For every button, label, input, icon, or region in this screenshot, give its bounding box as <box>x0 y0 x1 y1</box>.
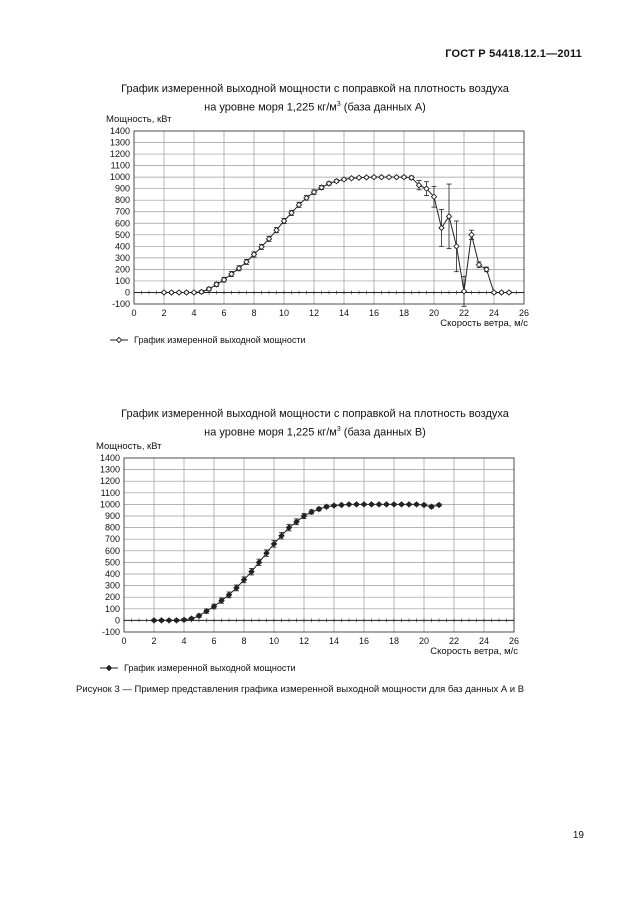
y-tick-label: 500 <box>104 557 120 568</box>
y-tick-label: 300 <box>104 580 120 591</box>
y-tick-label: 200 <box>104 592 120 603</box>
chart-a-title-line1: График измеренной выходной мощности с поправкой на плотность воздуха <box>121 83 509 95</box>
y-tick-label: 600 <box>104 545 120 556</box>
data-point <box>369 502 374 507</box>
data-point <box>159 618 164 623</box>
x-tick-label: 20 <box>428 308 440 318</box>
y-tick-label: 0 <box>124 287 130 298</box>
x-tick-label: 8 <box>241 636 247 646</box>
x-tick-label: 14 <box>328 636 340 646</box>
x-tick-label: 22 <box>458 308 470 318</box>
x-tick-label: 2 <box>151 636 157 646</box>
x-tick-label: 12 <box>308 308 320 318</box>
y-tick-label: 100 <box>104 603 120 614</box>
legend-label: График измеренной выходной мощности <box>124 663 296 673</box>
y-tick-label: 1400 <box>99 453 120 463</box>
x-tick-label: 16 <box>368 308 380 318</box>
y-tick-label: 1200 <box>109 149 130 160</box>
x-tick-label: 20 <box>418 636 430 646</box>
data-point <box>346 502 351 507</box>
y-tick-label: 1100 <box>100 487 120 498</box>
document-id: ГОСТ Р 54418.12.1—2011 <box>445 48 582 60</box>
x-tick-label: 24 <box>488 308 500 318</box>
y-tick-label: 800 <box>114 195 130 206</box>
data-point <box>324 504 329 509</box>
y-tick-label: 0 <box>114 615 120 626</box>
x-tick-label: 12 <box>298 636 310 646</box>
y-axis-label: Мощность, кВт <box>106 114 172 125</box>
x-tick-label: 18 <box>398 308 410 318</box>
data-point <box>339 502 344 507</box>
y-tick-label: 100 <box>114 275 130 286</box>
x-tick-label: 0 <box>121 636 127 646</box>
y-tick-label: 700 <box>104 534 120 545</box>
x-tick-label: 22 <box>448 636 460 646</box>
y-tick-label: 500 <box>114 229 130 240</box>
y-tick-label: 400 <box>104 569 120 579</box>
x-tick-label: 4 <box>191 308 197 318</box>
y-tick-label: 1300 <box>109 137 130 148</box>
chart-b-title-line2: на уровне моря 1,225 $кг/м^3$ (база данных В) <box>204 426 426 439</box>
y-tick-label: 1200 <box>99 476 120 487</box>
x-tick-label: 6 <box>221 308 227 318</box>
data-point <box>151 618 156 623</box>
y-tick-label: 1000 <box>99 499 120 510</box>
x-tick-label: 8 <box>251 308 257 318</box>
y-tick-label: 900 <box>104 511 120 521</box>
x-tick-label: 18 <box>388 636 400 646</box>
x-tick-label: 10 <box>268 636 280 646</box>
data-point <box>399 502 404 507</box>
y-tick-label: 1000 <box>109 172 130 183</box>
legend-label: График измеренной выходной мощности <box>134 335 306 345</box>
y-tick-label: 800 <box>104 522 120 533</box>
x-tick-label: 26 <box>518 308 530 318</box>
y-tick-label: -100 <box>111 299 130 309</box>
x-tick-label: 26 <box>508 636 520 646</box>
x-tick-label: 14 <box>338 308 350 318</box>
data-point <box>421 502 426 507</box>
legend-marker <box>106 665 111 670</box>
data-point <box>414 502 419 507</box>
y-tick-label: 400 <box>114 241 130 252</box>
data-point <box>376 502 381 507</box>
y-tick-label: 1100 <box>110 160 130 171</box>
x-tick-label: 24 <box>478 636 490 646</box>
x-tick-label: 0 <box>131 308 137 318</box>
data-point <box>174 618 179 623</box>
x-tick-label: 4 <box>181 636 187 646</box>
x-axis-label: Скорость ветра, м/с <box>440 318 528 329</box>
x-axis-label: Скорость ветра, м/с <box>430 646 518 657</box>
figure-caption: Рисунок 3 — Пример представления графика измеренной выходной мощности для баз данных А и В <box>76 684 525 695</box>
y-tick-label: 1400 <box>109 126 130 136</box>
data-point <box>429 504 434 509</box>
y-tick-label: 600 <box>114 218 130 229</box>
data-point <box>436 502 441 507</box>
x-tick-label: 2 <box>161 308 167 318</box>
data-point <box>391 502 396 507</box>
page-number: 19 <box>572 830 584 841</box>
y-tick-label: 700 <box>114 206 130 217</box>
y-tick-label: -100 <box>101 627 120 637</box>
chart-b-title-line1: График измеренной выходной мощности с поправкой на плотность воздуха <box>121 408 509 420</box>
y-axis-label: Мощность, кВт <box>96 441 162 452</box>
y-tick-label: 200 <box>114 264 130 275</box>
data-point <box>361 502 366 507</box>
x-tick-label: 10 <box>278 308 290 318</box>
data-point <box>406 502 411 507</box>
y-tick-label: 300 <box>114 252 130 263</box>
y-tick-label: 900 <box>114 183 130 194</box>
x-tick-label: 16 <box>358 636 370 646</box>
data-point <box>384 502 389 507</box>
data-point <box>181 617 186 622</box>
data-point <box>331 503 336 508</box>
chart-a-title-line2: на уровне моря 1,225 $кг/м^3$ (база данных А) <box>204 101 426 114</box>
plot-frame <box>124 458 514 632</box>
data-point <box>166 618 171 623</box>
x-tick-label: 6 <box>211 636 217 646</box>
y-tick-label: 1300 <box>99 464 120 475</box>
data-point <box>354 502 359 507</box>
